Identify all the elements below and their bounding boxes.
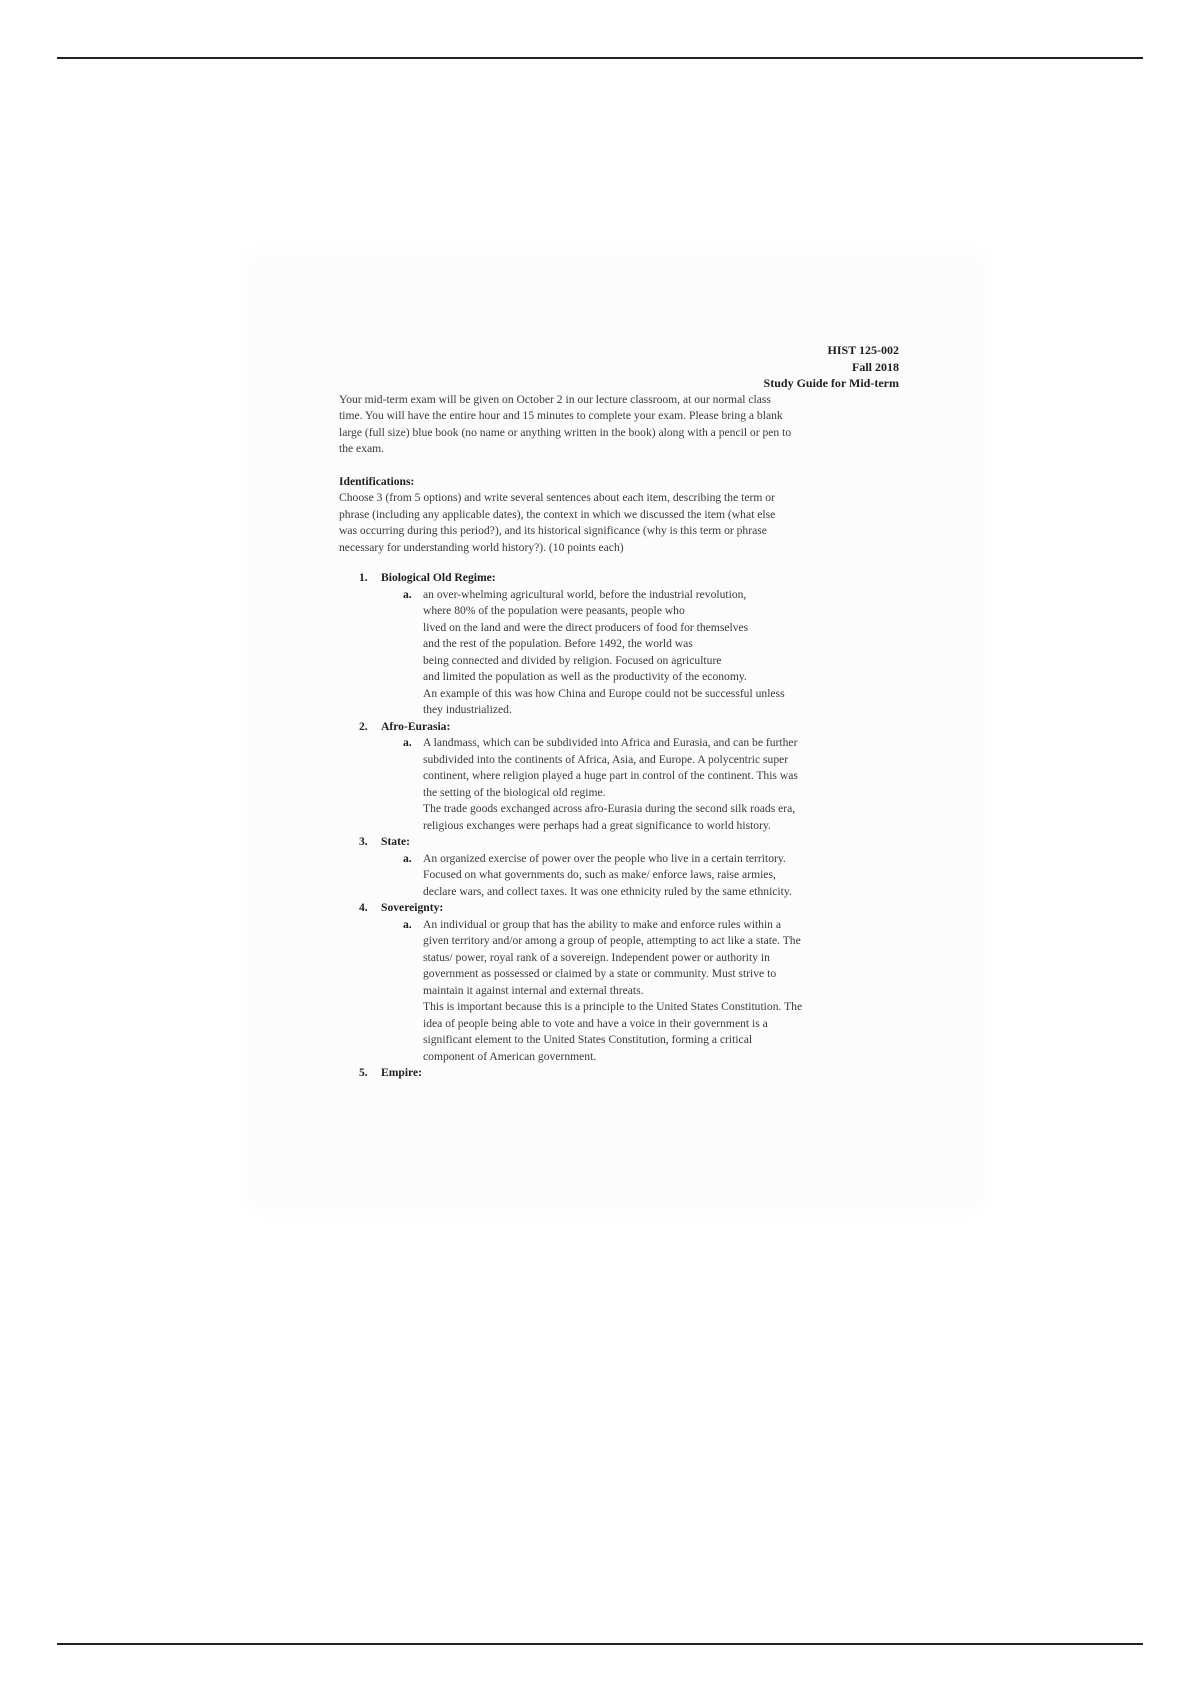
item-answer [381, 917, 899, 1066]
item-title: Afro-Eurasia: [381, 719, 451, 733]
identification-list [339, 570, 899, 1082]
document-header [339, 342, 899, 392]
answer-line: being connected and divided by religion. Focused on agriculture [423, 653, 722, 667]
answer-line: religious exchanges were perhaps had a great significance to world history. [423, 818, 771, 832]
answer-line: An example of this was how China and Europe could not be successful unless [423, 686, 785, 700]
answer-line: An individual or group that has the ability to make and enforce rules within a [423, 917, 782, 931]
list-item [339, 719, 899, 835]
answer-line: they industrialized. [423, 703, 512, 716]
answer-line: significant element to the United States Constitution, forming a critical [423, 1033, 753, 1046]
intro-line: time. You will have the entire hour and 15 minutes to complete your exam. Please bring a blank [339, 409, 783, 422]
answer-letter: a. [403, 917, 412, 931]
answer-line: an over-whelming agricultural world, before the industrial revolution, [423, 587, 747, 601]
answer-line: maintain it against internal and external threats. [423, 983, 644, 997]
spacer [339, 458, 899, 474]
item-number: 2. [359, 719, 368, 733]
top-rule [57, 57, 1143, 59]
answer-line: and limited the population as well as the productivity of the economy. [423, 670, 747, 683]
answer-line: Focused on what governments do, such as make/ enforce laws, raise armies, [423, 868, 776, 881]
intro-paragraph [339, 392, 899, 458]
instruction-line: Choose 3 (from 5 options) and write several sentences about each item, describing the term or [339, 491, 775, 504]
answer-line: given territory and/or among a group of people, attempting to act like a state. The [423, 934, 801, 947]
item-title: Empire: [381, 1066, 423, 1079]
list-item [339, 834, 899, 900]
answer-line: subdivided into the continents of Africa, Asia, and Europe. A polycentric super [423, 752, 789, 766]
answer-letter: a. [403, 851, 412, 865]
item-title: State: [381, 835, 410, 848]
instruction-line: phrase (including any applicable dates), the context in which we discussed the item (what else [339, 507, 776, 521]
bottom-rule [57, 1643, 1143, 1645]
answer-letter: a. [403, 736, 412, 749]
identifications-heading: Identifications: [339, 474, 415, 488]
document-title: Study Guide for Mid-term [763, 376, 899, 390]
item-number: 5. [359, 1066, 368, 1079]
item-number: 4. [359, 901, 368, 914]
intro-line: large (full size) blue book (no name or anything written in the book) along with a pencil or pen to [339, 425, 792, 439]
answer-line: A landmass, which can be subdivided into Africa and Eurasia, and can be further [423, 736, 798, 749]
answer-line: where 80% of the population were peasants, people who [423, 604, 685, 617]
identifications-instructions [339, 490, 899, 556]
answer-line: status/ power, royal rank of a sovereign. Independent power or authority in [423, 950, 770, 964]
answer-line: An organized exercise of power over the people who live in a certain territory. [423, 851, 786, 865]
answer-line: lived on the land and were the direct producers of food for themselves [423, 620, 749, 634]
answer-letter: a. [403, 587, 412, 601]
answer-line: the setting of the biological old regime. [423, 785, 606, 799]
study-guide-document [339, 342, 899, 1082]
list-item [339, 900, 899, 1065]
intro-line: Your mid-term exam will be given on October 2 in our lecture classroom, at our normal class [339, 392, 771, 406]
item-title: Biological Old Regime: [381, 571, 496, 584]
list-item [339, 1065, 899, 1082]
answer-line: government as possessed or claimed by a state or community. Must strive to [423, 967, 777, 980]
answer-line: idea of people being able to vote and have a voice in their government is a [423, 1016, 768, 1030]
course-code: HIST 125-002 [827, 343, 899, 357]
item-title: Sovereignty: [381, 901, 444, 914]
term: Fall 2018 [852, 359, 899, 374]
item-number: 1. [359, 571, 368, 584]
item-answer [381, 587, 899, 719]
instruction-line: necessary for understanding world history?). (10 points each) [339, 540, 624, 554]
intro-line: the exam. [339, 442, 385, 455]
answer-line: This is important because this is a principle to the United States Constitution. The [423, 1000, 803, 1013]
item-answer [381, 851, 899, 901]
answer-line: and the rest of the population. Before 1492, the world was [423, 637, 693, 650]
answer-line: continent, where religion played a huge part in control of the continent. This was [423, 769, 798, 782]
instruction-line: was occurring during this period?), and its historical significance (why is this term or phrase [339, 524, 767, 537]
item-number: 3. [359, 835, 368, 848]
answer-line: declare wars, and collect taxes. It was one ethnicity ruled by the same ethnicity. [423, 884, 792, 898]
answer-line: The trade goods exchanged across afro-Eurasia during the second silk roads era, [423, 802, 796, 815]
item-answer [381, 735, 899, 834]
answer-line: component of American government. [423, 1049, 597, 1063]
list-item [339, 570, 899, 719]
